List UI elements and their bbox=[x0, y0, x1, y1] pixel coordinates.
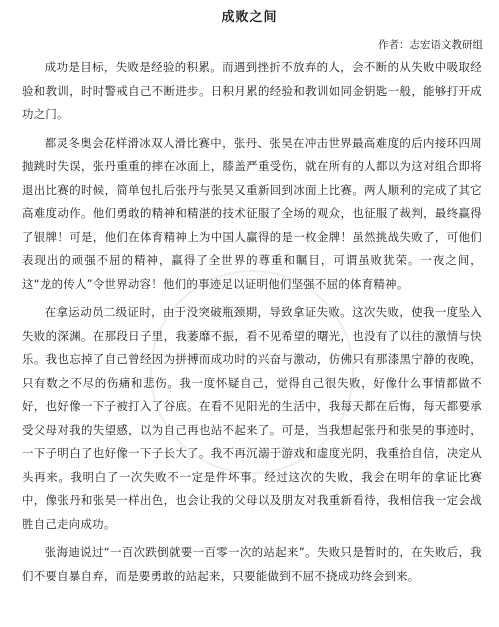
document-body bbox=[22, 56, 482, 593]
paragraph-1: 成功是目标，失败是经验的积累。而遇到挫折不放弃的人，会不断的从失败中吸取经验和教训，时时警戒自己不断进步。日积月累的经验和教训如同金钥匙一般，能够打开成功之门。 bbox=[22, 60, 482, 121]
document-author: 作者：志宏语文教研组 bbox=[378, 39, 483, 51]
paragraph-2: 都灵冬奥会花样滑冰双人滑比赛中，张丹、张昊在冲击世界最高难度的后内接环四周抛跳时失误，张丹重重的摔在冰面上，膝盖严重受伤，就在所有的人都以为这对组合即将退出比赛的时候，简单包扎后张丹与张昊又重新回到冰面上比赛。两人顺利的完成了其它高难度动作。他们勇敢的精神和精湛的技术征服了全场的观众，也征服了裁判，最终赢得了银牌！可是，他们在体育精神上为中国人赢得的是一枚金牌！虽然挑战失败了，可他们表现出的顽强不屈的精神，赢得了全世界的尊重和瞩目，可谓虽败犹荣。一夜之间，这“龙的传人”令世界动容！他们的事迹足以证明他们坚强不屈的体育精神。 bbox=[22, 135, 482, 291]
paragraph-4: 张海迪说过“一百次跌倒就要一百零一次的站起来”。失败只是暂时的，在失败后，我们不要自暴自弃，而是要勇敢的站起来，只要能做到不屈不挠成功终会到来。 bbox=[22, 545, 482, 583]
document-title: 成败之间 bbox=[221, 10, 278, 25]
paragraph-3: 在拿运动员二级证时，由于没突破瓶颈期，导致拿证失败。这次失败，使我一度坠入失败的深渊。在那段日子里，我萎靡不振，看不见希望的曙光，也没有了以往的激情与快乐。我也忘掉了自己曾经因为拼搏而成功时的兴奋与激动，仿佛只有那漆黑宁静的夜晚，只有数之不尽的伤痛和悲伤。我一度怀疑自己，觉得自己很失败，好像什么事情都做不好，也好像一下子被打入了谷底。在看不见阳光的生活中，我每天都在后悔，每天都要承受父母对我的失望感，以为自己再也站不起来了。可是，当我想起张丹和张昊的事迹时，一下子明白了也好像一下子长大了。我不再沉溺于游戏和虚度光阴，我重拾自信，决定从头再来。我明白了一次失败不一定是件坏事。经过这次的失败，我会在明年的拿证比赛中，像张丹和张昊一样出色，也会让我的父母以及朋友对我重新看待，我相信我一定会战胜自己走向成功。 bbox=[22, 305, 482, 531]
